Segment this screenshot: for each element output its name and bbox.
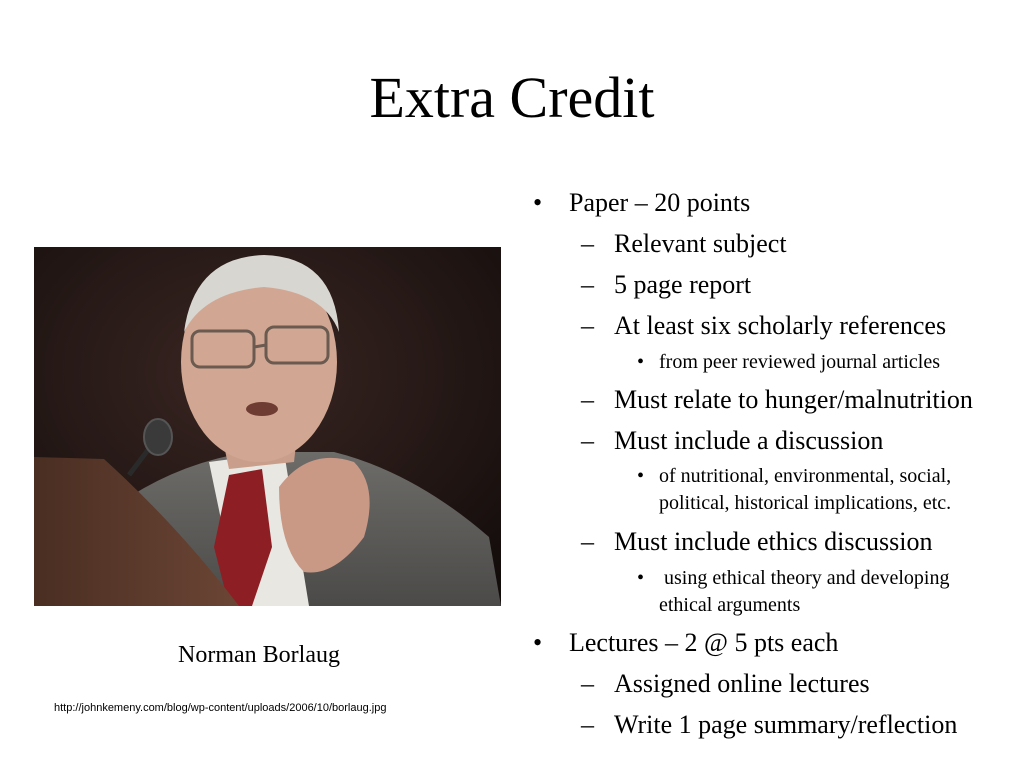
item-hunger: Must relate to hunger/malnutrition: [614, 385, 973, 414]
bullet-marker: •: [637, 567, 645, 589]
dash-marker: –: [581, 270, 594, 299]
item-ethical-theory-1: using ethical theory and developing: [659, 567, 950, 589]
bullet-marker: •: [533, 628, 543, 657]
item-peer-reviewed: from peer reviewed journal articles: [659, 351, 940, 373]
item-scholarly-references: At least six scholarly references: [614, 311, 947, 340]
item-online-lectures: Assigned online lectures: [614, 669, 870, 698]
item-page-report: 5 page report: [614, 270, 752, 299]
bullet-marker: •: [637, 465, 645, 487]
dash-marker: –: [581, 669, 594, 698]
slide-title: Extra Credit: [369, 65, 655, 130]
item-discussion: Must include a discussion: [614, 426, 884, 455]
item-implications-2: political, historical implications, etc.: [659, 492, 952, 514]
bullet-marker: •: [637, 351, 645, 373]
bullet-marker: •: [533, 188, 543, 217]
dash-marker: –: [581, 229, 594, 258]
item-relevant-subject: Relevant subject: [614, 229, 787, 258]
image-source-url: http://johnkemeny.com/blog/wp-content/uploads/2006/10/borlaug.jpg: [54, 702, 387, 714]
item-implications-1: of nutritional, environmental, social,: [659, 465, 952, 487]
item-summary-reflection: Write 1 page summary/reflection: [614, 710, 958, 739]
bullet-lectures: Lectures – 2 @ 5 pts each: [569, 628, 839, 657]
item-ethical-theory-2: ethical arguments: [659, 594, 801, 616]
bullet-paper: Paper – 20 points: [569, 188, 751, 217]
dash-marker: –: [581, 385, 594, 414]
item-ethics: Must include ethics discussion: [614, 527, 933, 556]
dash-marker: –: [581, 710, 594, 739]
photo-caption: Norman Borlaug: [178, 642, 340, 668]
dash-marker: –: [581, 527, 594, 556]
dash-marker: –: [581, 311, 594, 340]
dash-marker: –: [581, 426, 594, 455]
